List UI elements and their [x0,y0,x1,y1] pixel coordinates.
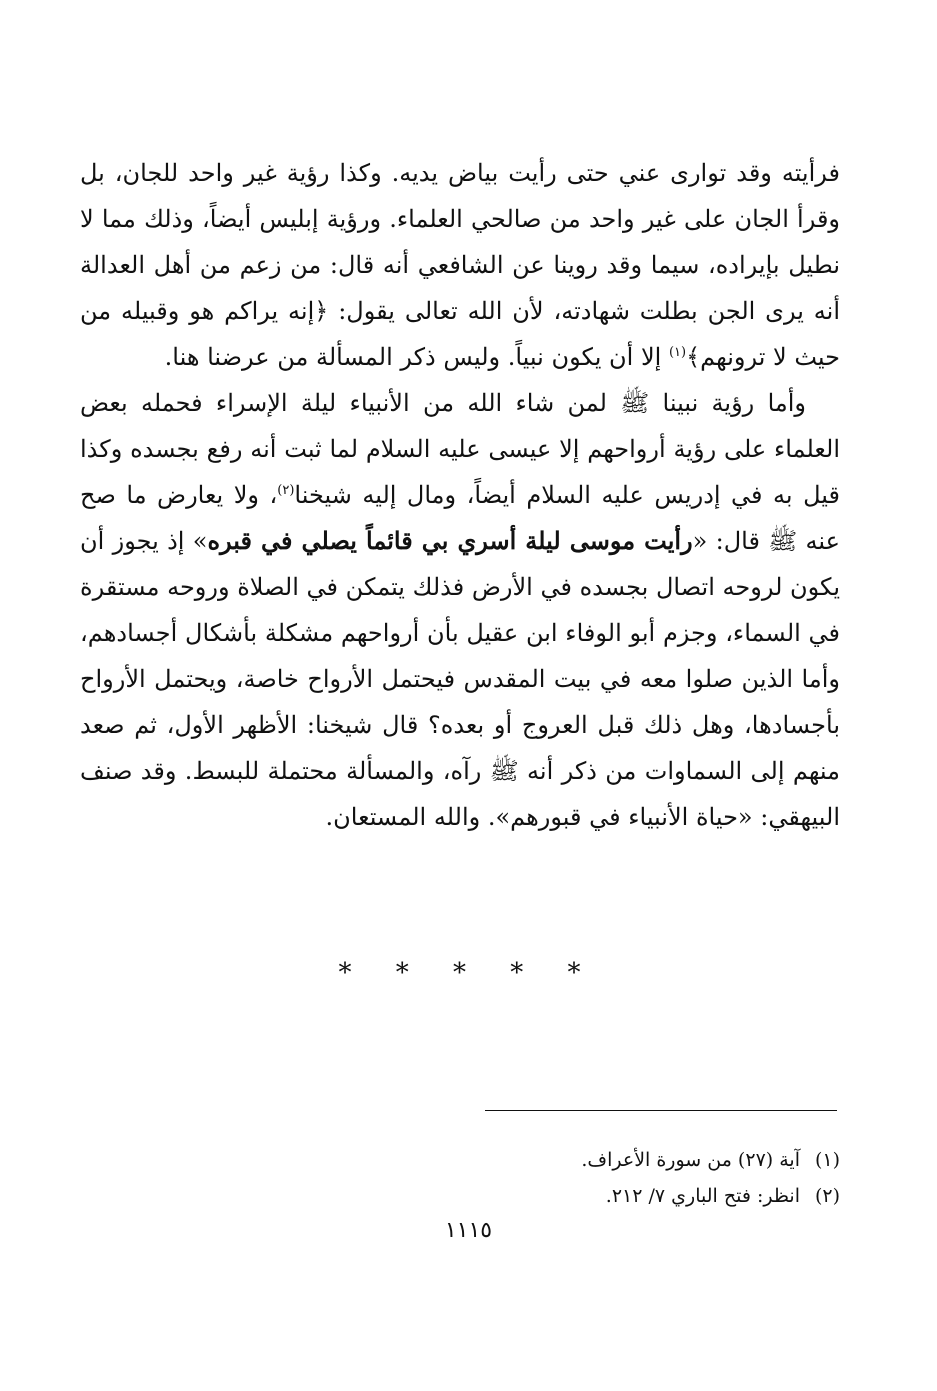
paragraph-2-text-b: ، ولا يعارض ما صح عنه ﷺ قال: « [80,481,840,555]
footnote-number: (١) [814,1149,840,1171]
footnote-divider [485,1110,837,1111]
section-separator: * * * * * [338,958,599,988]
paragraph-2 [80,380,840,840]
hadith-quote: رأيت موسى ليلة أسري بي قائماً يصلي في قبره [207,526,693,555]
page-number: ١١١٥ [444,1218,493,1243]
footnote-ref-1[interactable]: (١) [668,345,687,360]
paragraph-2-text-a: وأما رؤية نبينا ﷺ لمن شاء الله من الأنبياء ليلة الإسراء فحمله بعض العلماء على رؤية أرواحهم إلا عيسى عليه السلام لما ثبت أنه رفع بجسده وكذا قيل به في إدريس عليه السلام أيضاً، ومال إليه شيخنا [80,389,840,509]
footnote-item [80,1178,840,1214]
footnote-number: (٢) [814,1185,840,1207]
footnote-text: انظر: فتح الباري ٧/ ٢١٢. [605,1185,800,1207]
paragraph-1-text: فرأيته وقد توارى عني حتى رأيت بياض يديه. وكذا رؤية غير واحد للجان، بل وقرأ الجان على غير واحد من صالحي العلماء. ورؤية إبليس أيضاً، وذلك مما لا نطيل بإيراده، سيما وقد روينا عن الشافعي أنه قال: من زعم من أهل العدالة أنه يرى الجن بطلت شهادته، لأن الله تعالى يقول: ﴿إنه يراكم هو وقبيله من حيث لا ترونهم﴾ [80,159,841,371]
paragraph-2-text-c: » إذ يجوز أن يكون لروحه اتصال بجسده في الأرض فذلك يتمكن في الصلاة وروحه مستقرة في السماء، وجزم أبو الوفاء ابن عقيل بأن أرواحهم مشكلة بأشكال أجسادهم، وأما الذين صلوا معه في بيت المقدس فيحتمل الأرواح خاصة، ويحتمل الأرواح بأجسادها، وهل ذلك قبل العروج أو بعده؟ قال شيخنا: الأظهر الأول، ثم صعد منهم إلى السماوات من ذكر أنه ﷺ رآه، والمسألة محتملة للبسط. وقد صنف البيهقي: «حياة الأنبياء في قبورهم». والله المستعان. [80,527,840,831]
footnote-item [80,1142,840,1178]
paragraph-1 [80,150,840,380]
main-text [80,150,840,840]
footnote-ref-2[interactable]: (٢) [277,483,295,498]
footnote-text: آية (٢٧) من سورة الأعراف. [581,1149,800,1171]
paragraph-1-text-after: إلا أن يكون نبياً. وليس ذكر المسألة من عرضنا هنا. [164,343,669,371]
footnotes [80,1142,840,1214]
